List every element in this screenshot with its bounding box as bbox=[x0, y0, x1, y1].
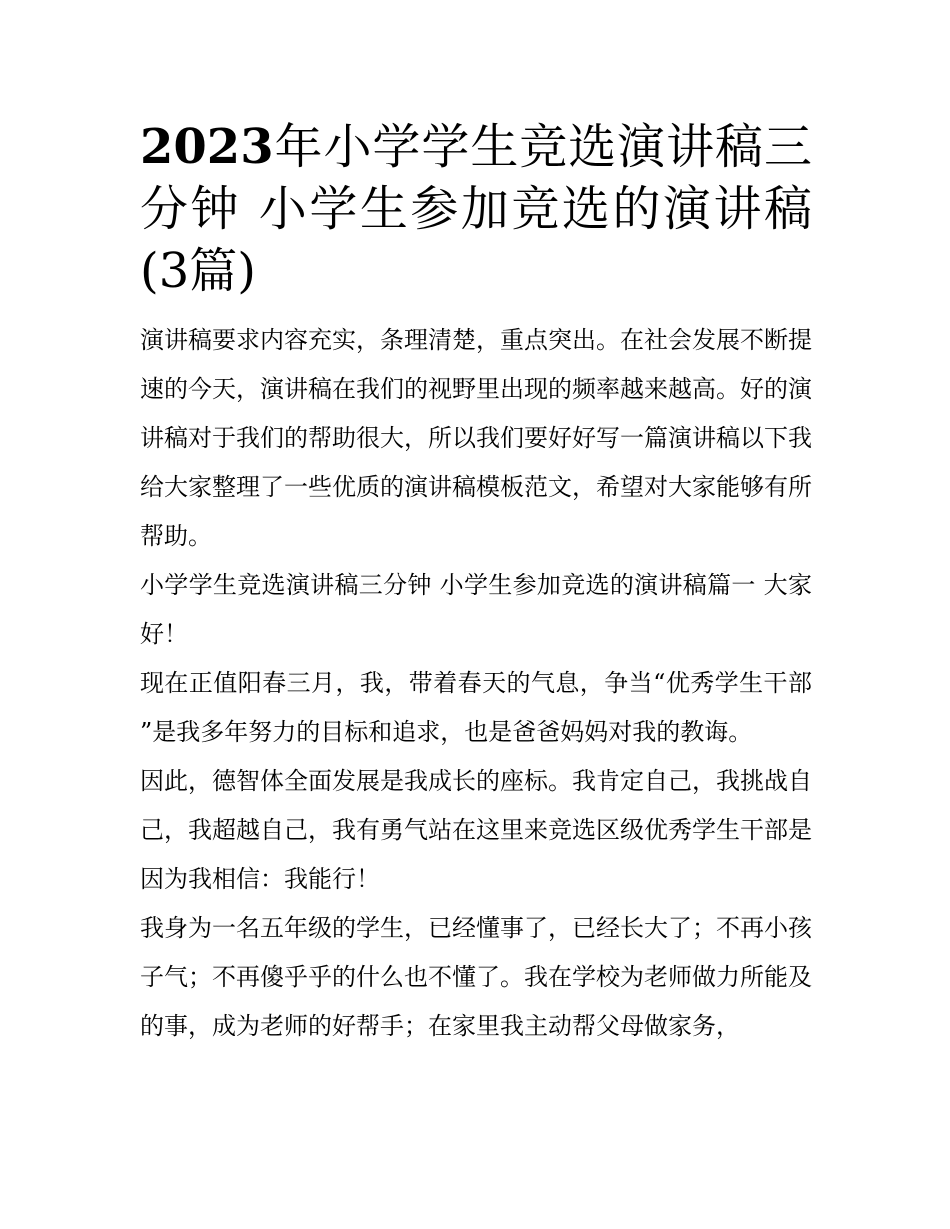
title-year: 2023 bbox=[140, 119, 274, 175]
paragraph-body-2: 因此，德智体全面发展是我成长的座标。我肯定自己，我挑战自己，我超越自己，我有勇气站在这里来竞选区级优秀学生干部是因为我相信：我能行！ bbox=[140, 767, 812, 893]
paragraph-section-heading: 小学学生竞选演讲稿三分钟 小学生参加竞选的演讲稿篇一 大家好！ bbox=[140, 571, 812, 648]
document-title: 2023年小学学生竞选演讲稿三分钟 小学生参加竞选的演讲稿(3篇) bbox=[140, 119, 812, 299]
paragraph-intro: 演讲稿要求内容充实，条理清楚，重点突出。在社会发展不断提速的今天，演讲稿在我们的视野里出现的频率越来越高。好的演讲稿对于我们的帮助很大，所以我们要好好写一篇演讲稿以下我给大家整理了一些优质的演讲稿模板范文，希望对大家能够有所帮助。 bbox=[140, 326, 812, 550]
document-body bbox=[140, 116, 812, 1051]
paragraph-body-1: 现在正值阳春三月，我，带着春天的气息，争当“优秀学生干部”是我多年努力的目标和追求，也是爸爸妈妈对我的教诲。 bbox=[140, 669, 812, 746]
paragraph-body-3: 我身为一名五年级的学生，已经懂事了，已经长大了；不再小孩子气；不再傻乎乎的什么也不懂了。我在学校为老师做力所能及的事，成为老师的好帮手；在家里我主动帮父母做家务， bbox=[140, 914, 812, 1040]
